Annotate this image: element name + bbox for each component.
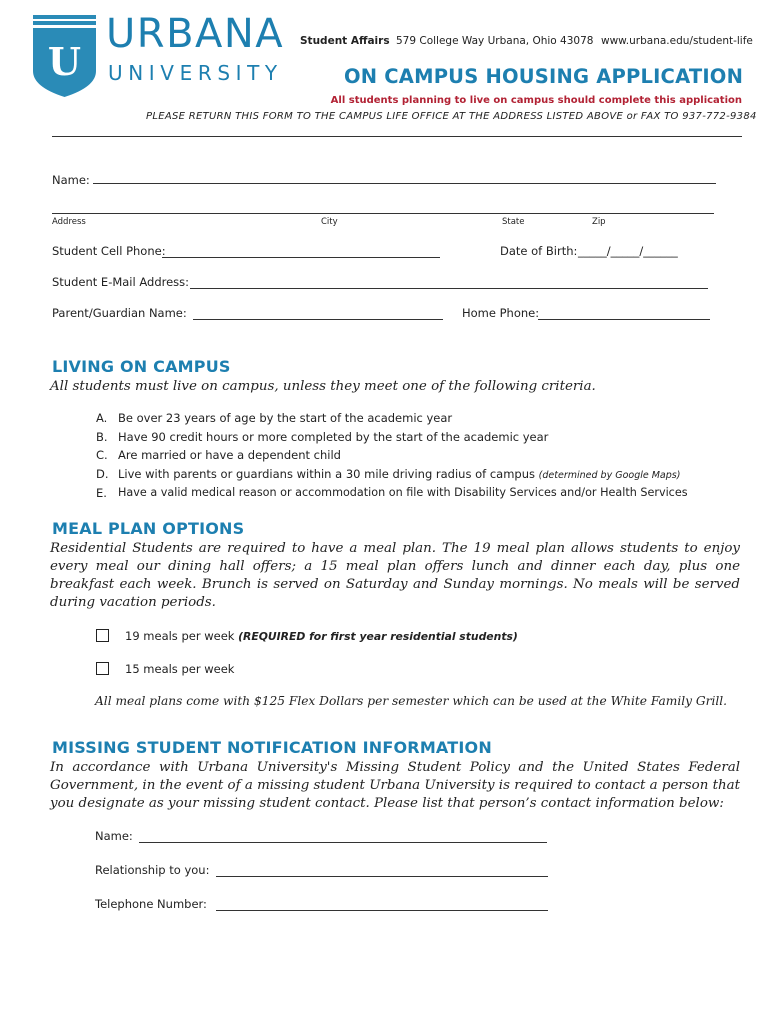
relationship-label: Relationship to you: [95, 863, 210, 877]
brand-name: URBANA [106, 11, 285, 57]
flex-dollars-note: All meal plans come with $125 Flex Dollars per semester which can be used at the White Family Grill. [95, 694, 728, 708]
return-instructions: PLEASE RETURN THIS FORM TO THE CAMPUS LIFE OFFICE AT THE ADDRESS LISTED ABOVE or FAX TO 937-772-9384 [146, 111, 757, 122]
contact-name-field[interactable] [139, 842, 547, 843]
meal-19-label: 19 meals per week [125, 629, 235, 643]
criteria-letter: A. [96, 411, 108, 425]
office-name: Student Affairs [300, 35, 390, 47]
guardian-label: Parent/Guardian Name: [52, 306, 187, 320]
living-intro: All students must live on campus, unless they meet one of the following criteria. [50, 379, 596, 394]
criteria-item: Be over 23 years of age by the start of the academic year [118, 411, 453, 425]
home-phone-label: Home Phone: [462, 306, 540, 320]
criteria-item [118, 467, 680, 481]
missing-heading: MISSING STUDENT NOTIFICATION INFORMATION [52, 738, 492, 757]
cell-phone-field[interactable] [162, 257, 440, 258]
living-heading: LIVING ON CAMPUS [52, 357, 231, 376]
page-title: ON CAMPUS HOUSING APPLICATION [344, 65, 744, 88]
criteria-item: Have a valid medical reason or accommodation on file with Disability Services and/or Health Services [118, 486, 688, 499]
address-label: Address [52, 217, 86, 227]
criteria-item-note: (determined by Google Maps) [538, 470, 681, 481]
meal-19-option [125, 629, 518, 643]
contact-name-label: Name: [95, 829, 133, 843]
website-link[interactable]: www.urbana.edu/student-life [601, 35, 753, 47]
meal-15-checkbox[interactable] [96, 662, 109, 675]
relationship-field[interactable] [216, 876, 548, 877]
criteria-letter: C. [96, 448, 108, 462]
meal-heading: MEAL PLAN OPTIONS [52, 519, 245, 538]
criteria-item: Are married or have a dependent child [118, 448, 341, 462]
contact-phone-label: Telephone Number: [95, 897, 207, 911]
header-divider [52, 136, 742, 137]
office-address: 579 College Way Urbana, Ohio 43078 [396, 35, 594, 47]
meal-15-label: 15 meals per week [125, 662, 235, 676]
criteria-letter: B. [96, 430, 108, 444]
meal-19-note: (REQUIRED for first year residential students) [238, 630, 518, 643]
state-label: State [502, 217, 525, 227]
contact-phone-field[interactable] [216, 910, 548, 911]
criteria-letter: E. [96, 486, 107, 500]
address-field[interactable] [52, 213, 714, 214]
notice-text: All students planning to live on campus should complete this application [330, 95, 742, 106]
criteria-letter: D. [96, 467, 109, 481]
email-field[interactable] [190, 288, 708, 289]
zip-label: Zip [592, 217, 606, 227]
missing-description: In accordance with Urbana University's Missing Student Policy and the United States Federal Government, in the event of a missing student Urbana University is required to contact a person that you designate as your missing student contact. Please list that person’s contact information below: [50, 760, 740, 811]
city-label: City [321, 217, 338, 227]
dob-field[interactable]: _____/_____/______ [578, 244, 678, 258]
criteria-item: Have 90 credit hours or more completed by the start of the academic year [118, 430, 549, 444]
email-label: Student E-Mail Address: [52, 275, 190, 289]
name-label: Name: [52, 173, 90, 187]
name-field[interactable] [93, 183, 716, 184]
meal-19-checkbox[interactable] [96, 629, 109, 642]
dob-label: Date of Birth: [500, 244, 578, 258]
criteria-item-text: Live with parents or guardians within a 30 mile driving radius of campus [118, 467, 536, 481]
shield-letter: U [47, 39, 82, 84]
university-shield-logo [33, 15, 96, 97]
meal-description: Residential Students are required to have a meal plan. The 19 meal plan allows students to enjoy every meal our dining hall offers; a 15 meal plan offers lunch and dinner each day, plus one breakfast each week. Brunch is served on Saturday and Sunday mornings. No meals will be served during vacation periods. [50, 541, 740, 610]
home-phone-field[interactable] [538, 319, 710, 320]
guardian-field[interactable] [193, 319, 443, 320]
cell-phone-label: Student Cell Phone: [52, 244, 166, 258]
brand-subname: UNIVERSITY [108, 61, 283, 85]
